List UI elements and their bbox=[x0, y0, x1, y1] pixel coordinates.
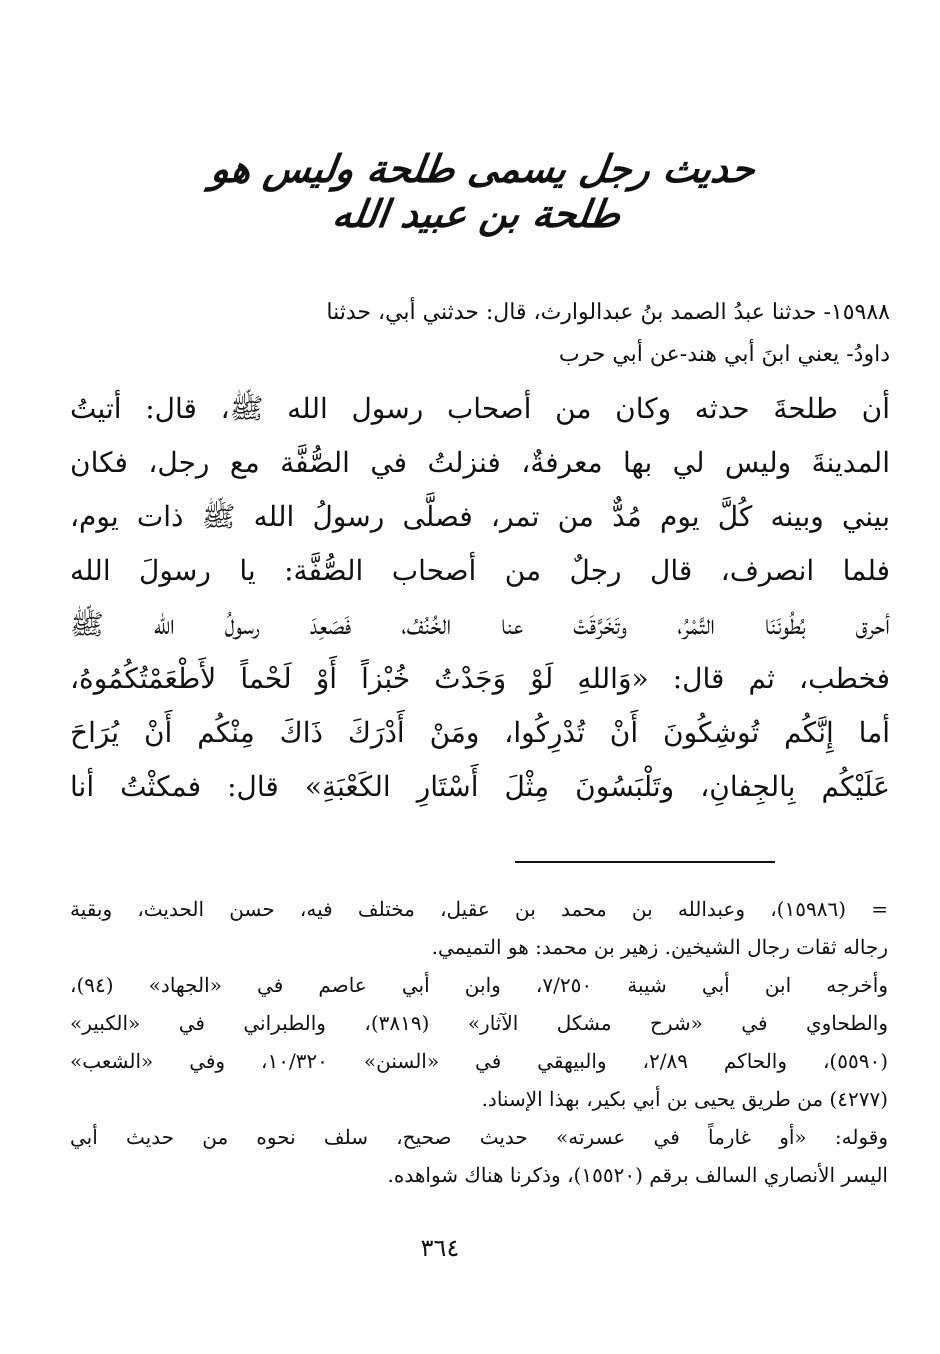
hadith-line: أما إِنَّكُم تُوشِكُونَ أَنْ تُدْرِكُوا، ومَنْ أَدْرَكَ ذَاكَ مِنْكُم أَنْ يُرَاحَ bbox=[70, 716, 890, 749]
chapter-title: حديث رجل يسمى طلحة وليس هو طلحة بن عبيد الله bbox=[208, 146, 759, 236]
footnote-line: (٤٢٧٧) من طريق يحيى بن أبي بكير، بهذا الإسناد. bbox=[481, 1087, 888, 1111]
hadith-line: فخطب، ثم قال: «وَاللهِ لَوْ وَجَدْتُ خُبْزاً أَوْ لَحْماً لأَطْعَمْتُكُمُوهُ، bbox=[70, 662, 890, 695]
page-number: ٣٦٤ bbox=[420, 1234, 460, 1262]
hadith-line: بيني وبينه كُلَّ يوم مُدٌّ من تمر، فصلَّى رسولُ الله ﷺ ذات يوم، bbox=[70, 500, 890, 533]
hadith-line: المدينةَ وليس لي بها معرفةٌ، فنزلتُ في الصُّفَّة مع رجل، فكان bbox=[70, 446, 890, 479]
footnote-line: اليسر الأنصاري السالف برقم (١٥٥٢٠)، وذكرنا هناك شواهده. bbox=[387, 1163, 888, 1187]
footnote-line: رجاله ثقات رجال الشيخين. زهير بن محمد: هو التميمي. bbox=[431, 935, 888, 959]
chain-line: داودُ- يعني ابنَ أبي هند-عن أبي حرب bbox=[558, 342, 890, 367]
footnote-line: = (١٥٩٨٦)، وعبدالله بن محمد بن عقيل، مختلف فيه، حسن الحديث، وبقية bbox=[70, 897, 888, 921]
footnote-line: والطحاوي في «شرح مشكل الآثار» (٣٨١٩)، والطبراني في «الكبير» bbox=[70, 1011, 888, 1035]
footnotes bbox=[70, 890, 888, 1194]
footnote-line: وأخرجه ابن أبي شيبة ٧/٢٥٠، وابن أبي عاصم في «الجهاد» (٩٤)، bbox=[70, 973, 888, 997]
chain-line: ١٥٩٨٨- حدثنا عبدُ الصمد بنُ عبدالوارث، قال: حدثني أبي، حدثنا bbox=[326, 300, 890, 325]
footnote-line: وقوله: «أو غارماً في عسرته» حديث صحيح، سلف نحوه من حديث أبي bbox=[70, 1125, 888, 1149]
hadith-text bbox=[70, 382, 890, 814]
hadith-line: فلما انصرف، قال رجلٌ من أصحاب الصُّفَّة: يا رسولَ الله bbox=[70, 554, 890, 587]
hadith-line: عَلَيْكُم بِالجِفانِ، وتَلْبَسُونَ مِثْلَ أَسْتَارِ الكَعْبَةِ» قال: فمكثْتُ أنا bbox=[70, 770, 890, 803]
hadith-line: أحرق بُطُونَنَا التَّمْرُ، وتَخَرَّقَتْ عنا الخُنُفُ، فَصَعِدَ رسولُ الله ﷺ bbox=[70, 608, 890, 641]
hadith-line: أن طلحةَ حدثه وكان من أصحاب رسول الله ﷺ، قال: أتيتُ bbox=[70, 392, 890, 425]
hadith-chain bbox=[70, 292, 890, 376]
footnote-separator bbox=[515, 861, 775, 863]
footnote-line: (٥٥٩٠)، والحاكم ٢/٨٩، والبيهقي في «السنن» ١٠/٣٢٠، وفي «الشعب» bbox=[70, 1049, 888, 1073]
